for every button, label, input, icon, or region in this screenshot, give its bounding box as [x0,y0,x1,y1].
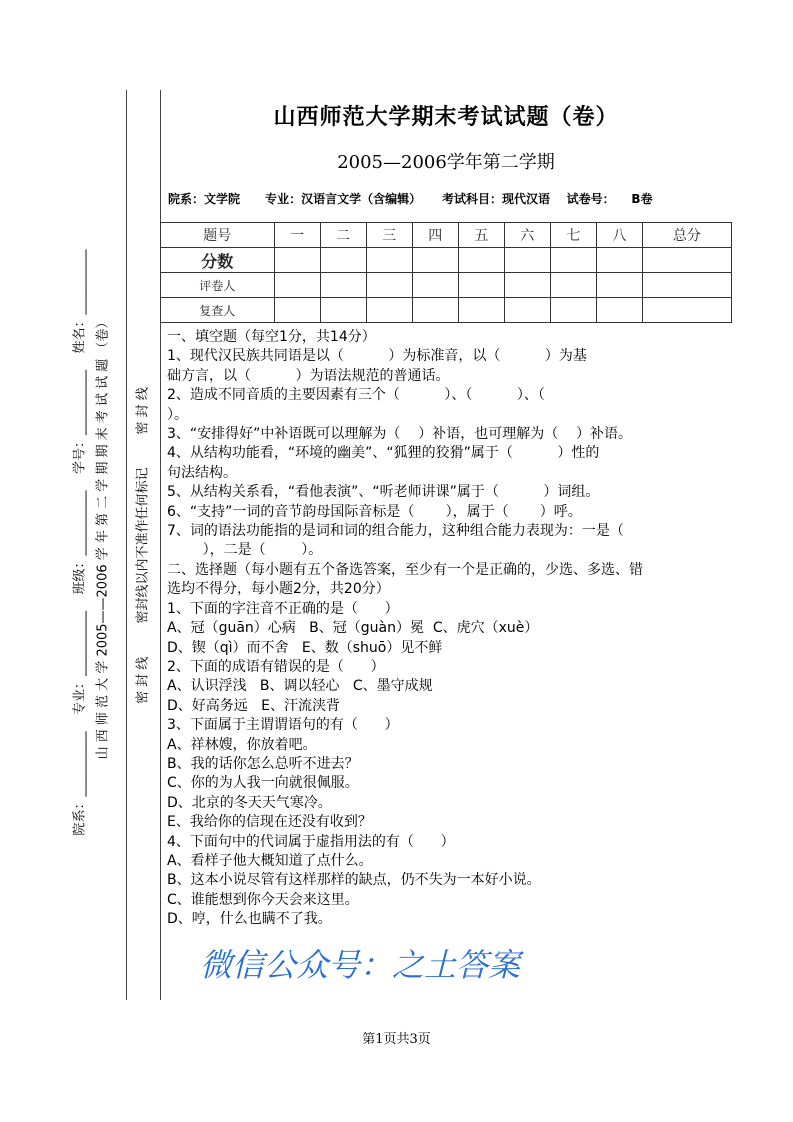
question-line: 4、从结构功能看，“环境的幽美”、“狐狸的狡猾”属于（ ）性的 [167,445,600,462]
table-header-cell: 四 [412,223,458,248]
page-title: 山西师范大学期末考试试题（卷） [273,105,619,130]
sidebar-exam-title: 山 西 师 范 大 学 2005——2006 学 年 第 二 学 期 期 末 考 试 试 题 （卷） [95,315,111,760]
question-line: D、哼，什么也瞒不了我。 [167,911,332,928]
question-line: 3、“安排得好”中补语既可以理解为（ ）补语，也可理解为（ ）补语。 [167,426,633,443]
row-label: 分数 [161,248,275,273]
question-line: C、谁能想到你今天会来这里。 [167,891,359,908]
question-line: 1、现代汉民族共同语是以（ ）为标准音，以（ ）为基 [167,348,587,365]
question-line: 二、选择题（每小题有五个备选答案，至少有一个是正确的，少选、多选、错 [167,561,643,578]
question-line: D、北京的冬天天气寒冷。 [167,794,332,811]
table-header-cell: 六 [504,223,550,248]
table-header-cell: 总分 [642,223,731,248]
question-line: 2、下面的成语有错误的是（ ） [167,658,385,675]
table-header-cell: 题号 [161,223,275,248]
question-line: 5、从结构关系看，“看他表演”、“听老师讲课”属于（ ）词组。 [167,484,600,501]
table-row [161,273,732,298]
table-header-cell: 一 [274,223,320,248]
table-header-cell: 三 [366,223,412,248]
question-line: A、认识浮浅 B、调以轻心 C、墨守成规 [167,678,433,695]
exam-questions [167,328,643,930]
question-line: D、好高务远 E、汗流浃背 [167,697,340,714]
exam-info-line: 院系：文学院 专业：汉语言文学（含编辑） 考试科目：现代汉语 试卷号： B卷 [168,192,653,206]
table-row [161,248,732,273]
question-line: 4、下面句中的代词属于虚指用法的有（ ） [167,833,455,850]
question-line: B、这本小说尽管有这样那样的缺点，仍不失为一本好小说。 [167,872,541,889]
question-line: 3、下面属于主谓谓语句的有（ ） [167,717,399,734]
table-row [161,298,732,323]
row-label: 复查人 [161,298,275,323]
question-line: A、祥林嫂，你放着吧。 [167,736,317,753]
table-header-cell: 二 [320,223,366,248]
table-header-cell: 八 [596,223,642,248]
question-line: ）。 [167,406,188,423]
question-line: A、冠（guān）心病 B、冠（guàn）冕 C、虎穴（xuè） [167,620,539,637]
page-number: 第1页共3页 [362,1032,431,1047]
score-table [160,222,732,323]
student-info-fields: 院系：__________ 专业：__________ 班级：__________ 学号：__________ 姓名：__________ [72,249,88,836]
question-line: C、你的为人我一向就很佩服。 [167,775,359,792]
question-line: 句法结构。 [167,464,237,481]
watermark: 微信公众号：之土答案 [200,946,521,984]
question-line: B、我的话你怎么总听不进去？ [167,755,359,772]
question-line: 1、下面的字注音不正确的是（ ） [167,600,399,617]
question-line: D、锲（qì）而不舍 E、数（shuō）见不鲜 [167,639,443,656]
question-line: 一、填空题（每空1分，共14分） [167,329,376,345]
seal-line-notice: 密 封 线 密封线以内不准作任何标记 密 封 线 [135,387,151,704]
question-line: 2、造成不同音质的主要因素有三个（ ）、（ ）、（ [167,387,545,404]
question-line: E、我给你的信现在还没有收到？ [167,814,372,831]
row-label: 评卷人 [161,273,275,298]
table-header-cell: 七 [550,223,596,248]
semester-subtitle: 2005—2006学年第二学期 [337,152,555,173]
question-line: 7、词的语法功能指的是词和词的组合能力，这种组合能力表现为：一是（ [167,523,624,540]
question-line: ），二是（ ）。 [167,542,323,559]
question-line: 6、“支持”一词的音节韵母国际音标是（ ），属于（ ）呼。 [167,503,582,520]
binding-line-outer [126,90,127,1000]
table-header-row [161,223,732,248]
question-line: 础方言，以（ ）为语法规范的普通话。 [167,367,450,384]
table-header-cell: 五 [458,223,504,248]
question-line: A、看样子他大概知道了点什么。 [167,852,373,869]
question-line: 选均不得分，每小题2分，共20分） [167,581,390,598]
